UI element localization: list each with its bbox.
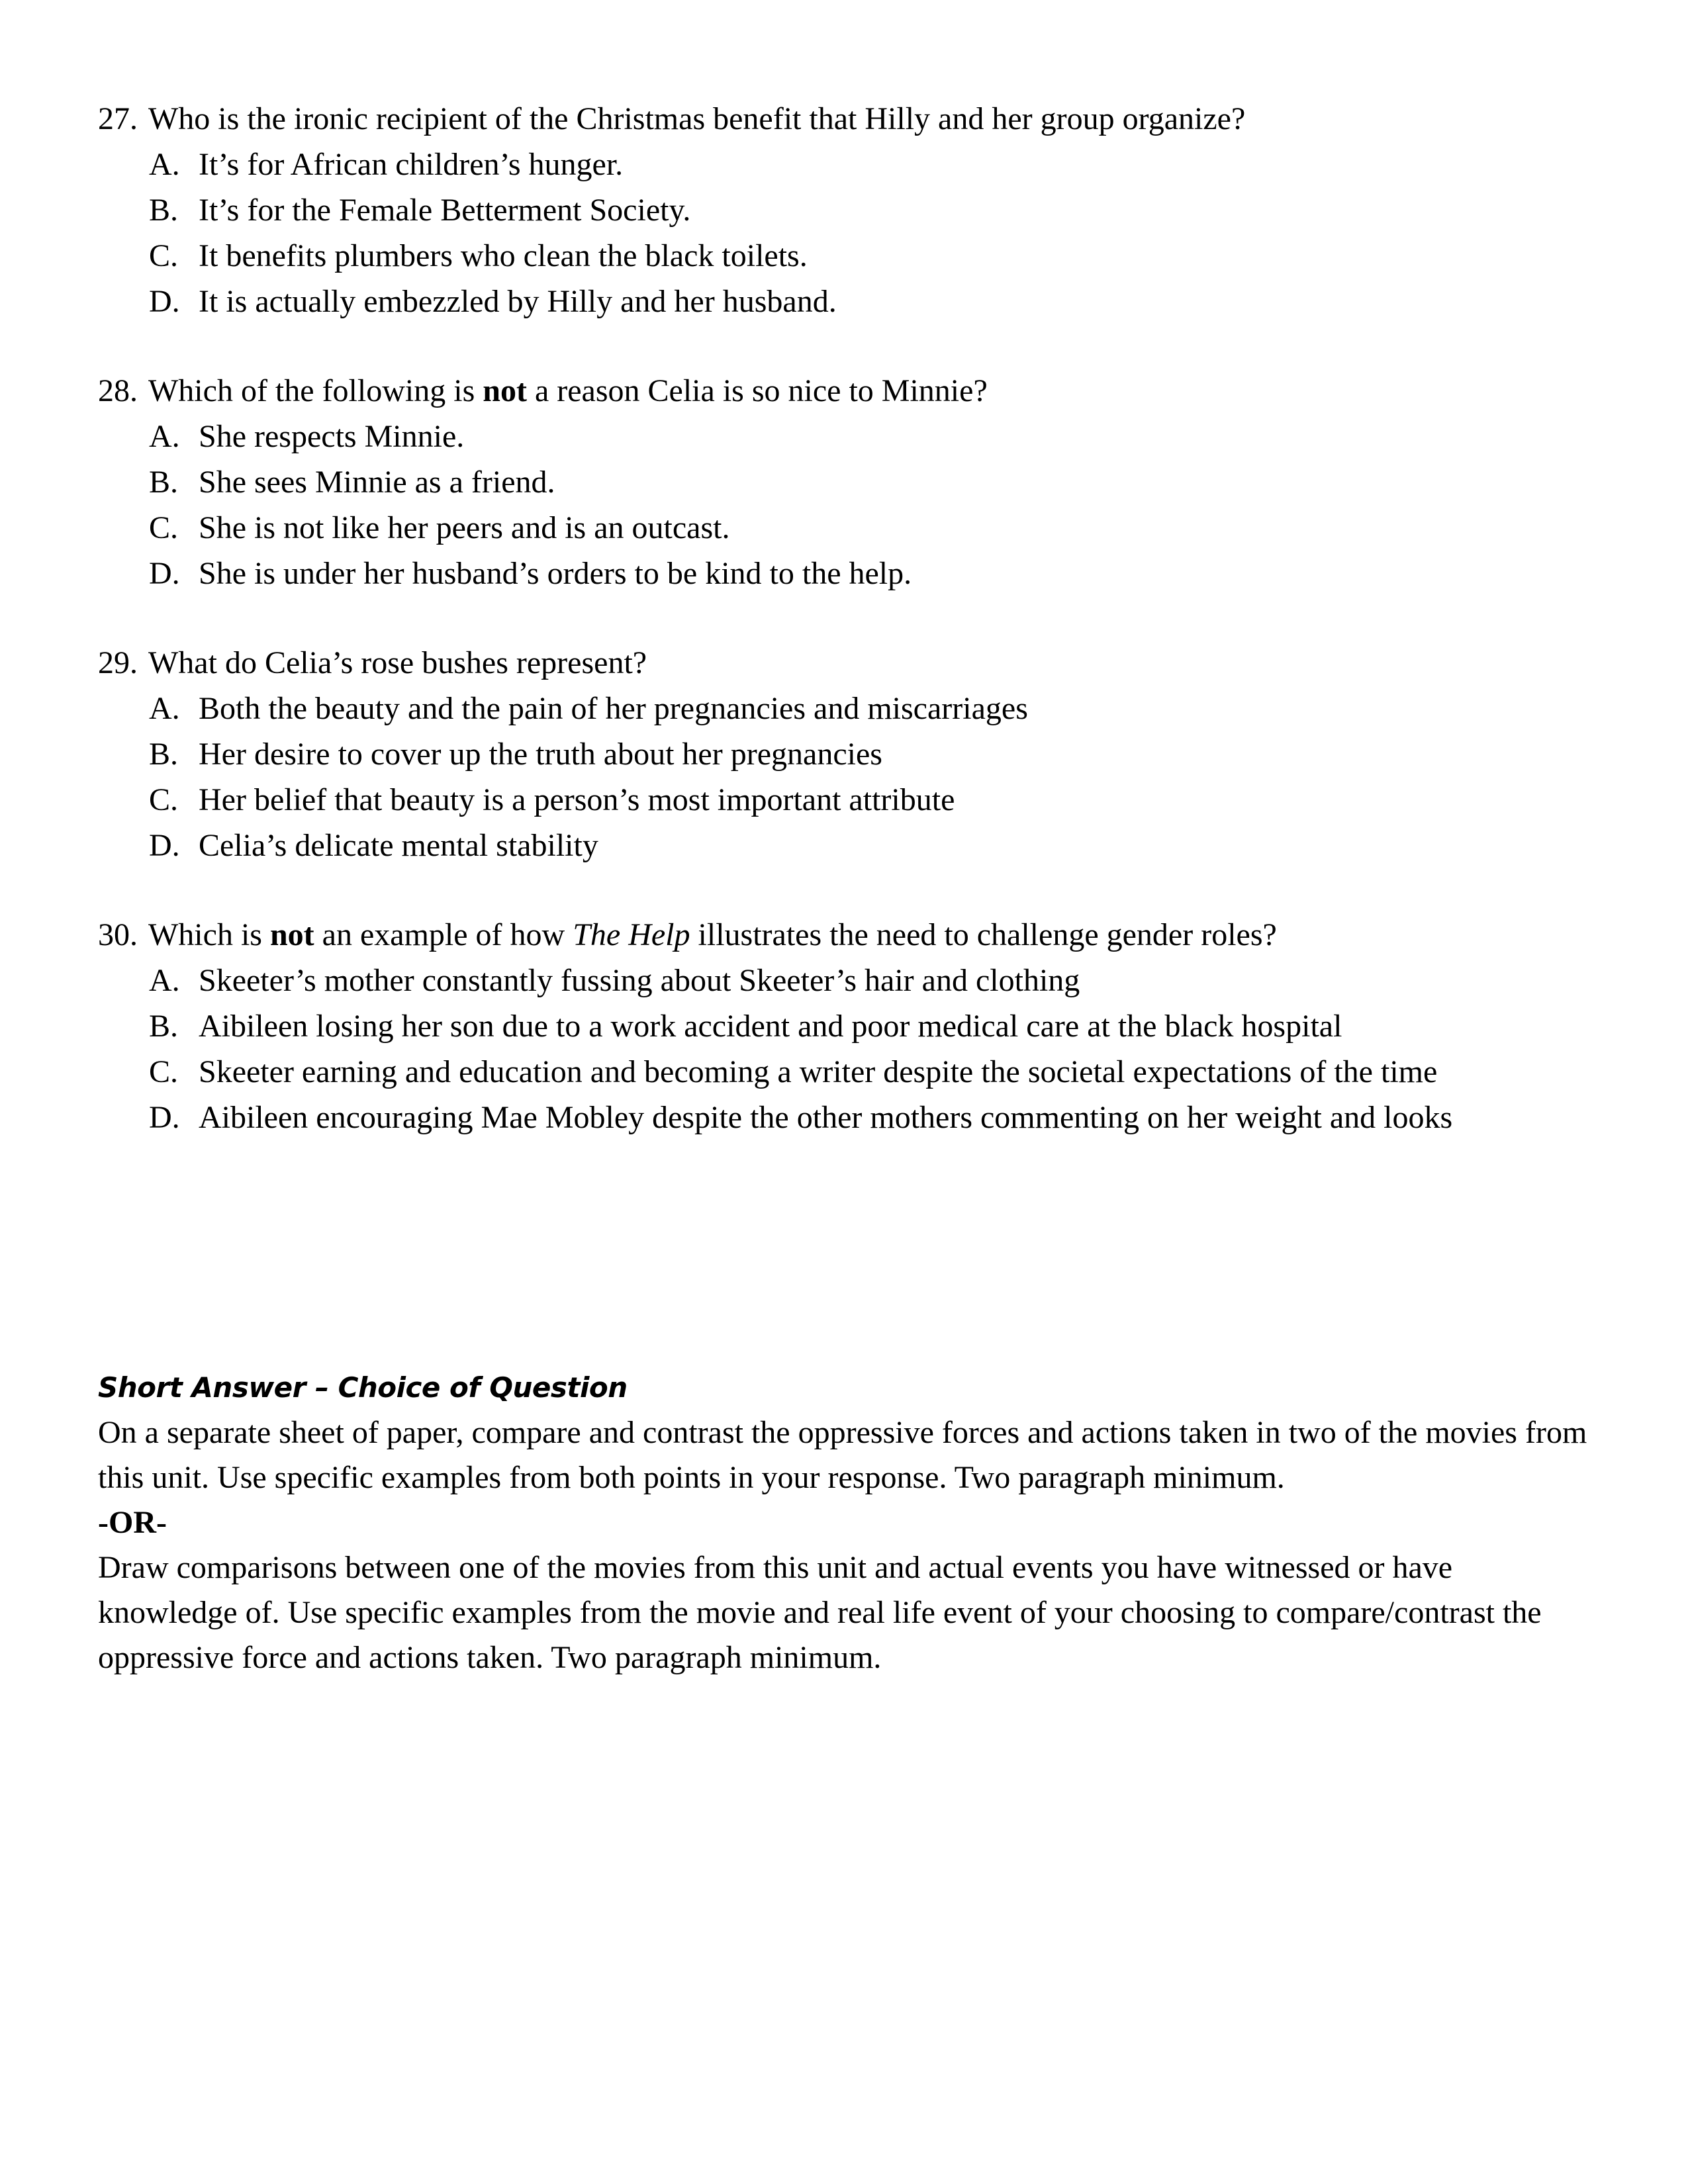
option-letter: B. (149, 193, 179, 228)
question-28 (98, 368, 1620, 596)
question-number: 30. (98, 917, 138, 952)
question-text: What do Celia’s rose bushes represent? (148, 645, 647, 680)
option-text: She is not like her peers and is an outcast. (199, 510, 730, 545)
option-text: Skeeter earning and education and becoming a writer despite the societal expectations of the time (199, 1054, 1438, 1089)
option-text: She is under her husband’s orders to be kind to the help. (199, 556, 912, 591)
option-letter: C. (149, 782, 179, 817)
answer-option-a (98, 686, 1620, 731)
answer-option-d (98, 279, 1620, 324)
option-letter: B. (149, 465, 179, 500)
answer-option-b (98, 459, 1620, 505)
question-number: 28. (98, 373, 138, 408)
short-answer-prompt-1: On a separate sheet of paper, compare and contrast the oppressive forces and actions taken in two of the movies from this unit. Use specific examples from both points in your response. Two paragraph minimum. (98, 1415, 1587, 1495)
question-number: 27. (98, 101, 138, 136)
question-text-start: Which is (148, 917, 270, 952)
answer-option-c (98, 777, 1620, 823)
option-letter: D. (149, 1100, 180, 1135)
question-stem (98, 640, 1620, 686)
option-text: She sees Minnie as a friend. (199, 465, 555, 500)
option-letter: C. (149, 510, 179, 545)
option-letter: B. (149, 737, 179, 772)
answer-option-b (98, 731, 1620, 777)
question-stem (98, 368, 1620, 414)
option-letter: D. (149, 284, 180, 319)
option-text: It is actually embezzled by Hilly and her husband. (199, 284, 837, 319)
option-text: Both the beauty and the pain of her pregnancies and miscarriages (199, 691, 1028, 726)
question-emphasis: not (269, 917, 314, 952)
option-letter: A. (149, 147, 180, 182)
question-text-end: a reason Celia is so nice to Minnie? (526, 373, 988, 408)
option-text: Celia’s delicate mental stability (199, 828, 598, 863)
answer-option-a (98, 142, 1620, 187)
option-text: It’s for the Female Betterment Society. (199, 193, 691, 228)
short-answer-section (98, 1365, 1594, 1680)
answer-option-d (98, 1095, 1620, 1140)
answer-option-d (98, 551, 1620, 596)
option-letter: D. (149, 828, 180, 863)
question-text-start: Which of the following is (148, 373, 483, 408)
option-letter: A. (149, 963, 180, 998)
question-text-middle: an example of how (314, 917, 573, 952)
answer-option-d (98, 823, 1620, 868)
option-text: Aibileen encouraging Mae Mobley despite the other mothers commenting on her weight and looks (199, 1100, 1453, 1135)
short-answer-prompt-2: Draw comparisons between one of the movies from this unit and actual events you have witnessed or have knowledge of. Use specific examples from the movie and real life event of your choosing to compare/contrast the oppressive force and actions taken. Two paragraph minimum. (98, 1550, 1542, 1675)
answer-option-b (98, 187, 1620, 233)
question-27 (98, 96, 1620, 324)
option-letter: A. (149, 419, 180, 454)
option-letter: C. (149, 238, 179, 273)
answer-option-b (98, 1003, 1620, 1049)
option-text: She respects Minnie. (199, 419, 465, 454)
question-stem (98, 96, 1620, 142)
option-letter: B. (149, 1009, 179, 1044)
option-text: Her desire to cover up the truth about her pregnancies (199, 737, 882, 772)
question-29 (98, 640, 1620, 868)
answer-option-c (98, 1049, 1620, 1095)
option-text: It benefits plumbers who clean the black toilets. (199, 238, 808, 273)
or-divider: -OR- (98, 1505, 167, 1540)
short-answer-heading: Short Answer – Choice of Question (98, 1371, 628, 1404)
question-30 (98, 912, 1620, 1140)
option-text: It’s for African children’s hunger. (199, 147, 624, 182)
question-number: 29. (98, 645, 138, 680)
movie-title: The Help (573, 917, 690, 952)
option-letter: D. (149, 556, 180, 591)
option-letter: A. (149, 691, 180, 726)
question-emphasis: not (483, 373, 527, 408)
question-text-end: illustrates the need to challenge gender roles? (690, 917, 1277, 952)
answer-option-a (98, 414, 1620, 459)
option-text: Her belief that beauty is a person’s most important attribute (199, 782, 955, 817)
question-text: Who is the ironic recipient of the Christmas benefit that Hilly and her group organize? (148, 101, 1246, 136)
option-text: Skeeter’s mother constantly fussing about Skeeter’s hair and clothing (199, 963, 1080, 998)
option-text: Aibileen losing her son due to a work accident and poor medical care at the black hospital (199, 1009, 1342, 1044)
option-letter: C. (149, 1054, 179, 1089)
answer-option-c (98, 505, 1620, 551)
answer-option-a (98, 958, 1620, 1003)
answer-option-c (98, 233, 1620, 279)
question-stem (98, 912, 1620, 958)
